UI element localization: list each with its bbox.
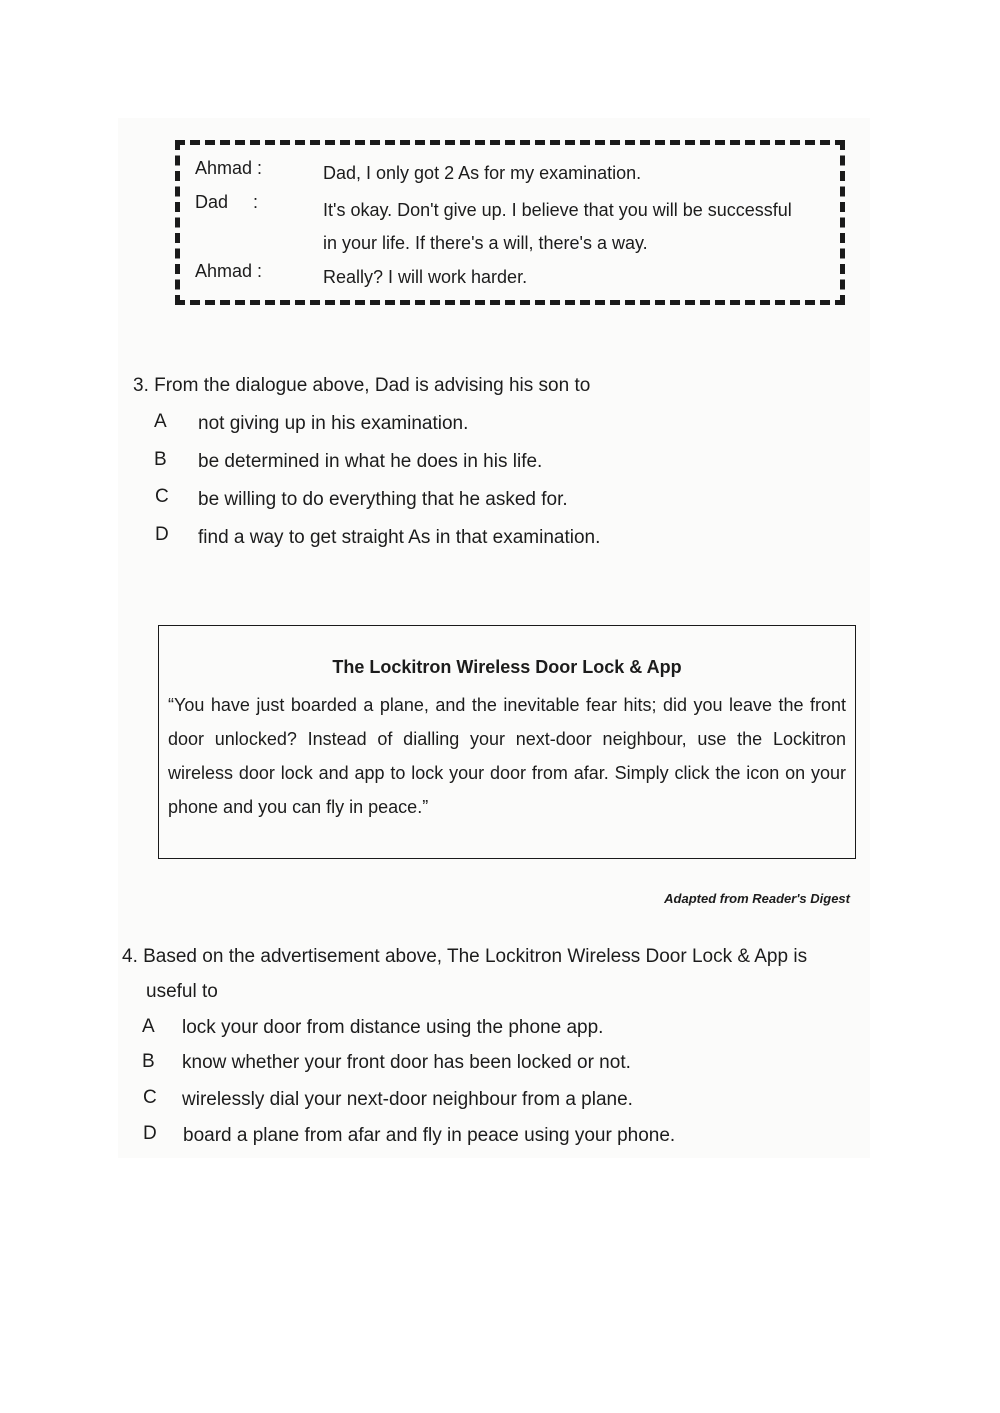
question-4-option-letter[interactable]: D	[143, 1123, 157, 1144]
dialogue-line: Really? I will work harder.	[323, 267, 528, 287]
question-3-option-d[interactable]: find a way to get straight As in that examination.	[198, 527, 601, 548]
question-4-stem-continued: useful to	[146, 981, 218, 1002]
dialogue-speaker: Ahmad :	[195, 158, 263, 178]
question-4-stem: 4. Based on the advertisement above, The Lockitron Wireless Door Lock & App is	[122, 946, 808, 967]
question-4-option-c[interactable]: wirelessly dial your next-door neighbour from a plane.	[182, 1089, 633, 1110]
dialogue-line: It's okay. Don't give up. I believe that you will be successful	[323, 200, 792, 220]
question-4-option-letter[interactable]: A	[142, 1016, 155, 1037]
dialogue-speaker: Dad :	[195, 192, 259, 212]
question-3-option-b[interactable]: be determined in what he does in his life.	[198, 451, 543, 472]
question-3-stem: 3. From the dialogue above, Dad is advising his son to	[133, 375, 591, 396]
question-4-option-b[interactable]: know whether your front door has been locked or not.	[182, 1052, 631, 1073]
advertisement-source: Adapted from Reader's Digest	[664, 891, 850, 906]
dialogue-speaker: Ahmad :	[195, 261, 263, 281]
question-4-option-letter[interactable]: B	[142, 1051, 155, 1072]
dialogue-line: Dad, I only got 2 As for my examination.	[323, 163, 642, 183]
question-3-option-letter[interactable]: A	[154, 411, 167, 432]
question-3-option-letter[interactable]: D	[155, 524, 169, 545]
question-3-option-c[interactable]: be willing to do everything that he asked for.	[198, 489, 568, 510]
question-3-option-a[interactable]: not giving up in his examination.	[198, 413, 469, 434]
question-4-option-d[interactable]: board a plane from afar and fly in peace using your phone.	[183, 1125, 676, 1146]
dialogue-line: in your life. If there's a will, there's a way.	[323, 233, 648, 253]
advertisement-title: The Lockitron Wireless Door Lock & App	[332, 657, 682, 677]
question-4-option-a[interactable]: lock your door from distance using the phone app.	[182, 1017, 604, 1038]
question-3-option-letter[interactable]: C	[155, 486, 169, 507]
advertisement-body: “You have just boarded a plane, and the inevitable fear hits; did you leave the front door unlocked? Instead of dialling your next-door neighbour, use the Lockitron wireless door lock and app to lock your door from afar. Simply click the icon on your phone and you can fly in peace.”	[168, 695, 846, 817]
question-4-option-letter[interactable]: C	[143, 1087, 157, 1108]
question-3-option-letter[interactable]: B	[154, 449, 167, 470]
